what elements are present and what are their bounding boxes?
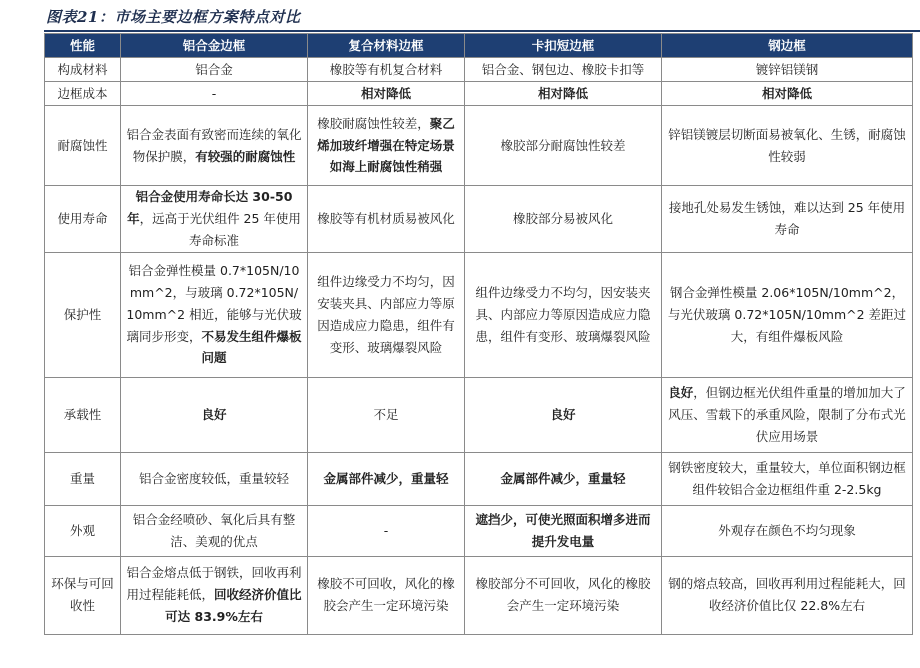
table-row-load: [45, 377, 913, 452]
text-segment: 外观存在颜色不均匀现象: [718, 522, 856, 538]
header-cell: 钢边框: [662, 34, 913, 58]
table-cell: [121, 58, 308, 82]
table-header-row: [45, 34, 913, 58]
table-row-corrosion: [45, 106, 913, 186]
table-cell: [308, 58, 465, 82]
figure-caption: 图表21：市场主要边框方案特点对比: [46, 8, 301, 26]
caption-divider: [44, 30, 920, 32]
bold-text-segment: 良好: [550, 406, 576, 422]
table-cell: [121, 252, 308, 377]
table-cell: [121, 106, 308, 186]
bold-text-segment: 良好: [201, 406, 227, 422]
bold-text-segment: 聚乙烯加玻纤增强在特定场景如海上耐腐蚀性稍强: [317, 115, 455, 175]
table-row-weight: [45, 452, 913, 505]
bold-text-segment: 回收经济价值比可达 83.9%左右: [165, 587, 302, 625]
header-cell: 卡扣短边框: [465, 34, 662, 58]
bold-text-segment: 相对降低: [537, 85, 588, 101]
text-segment: 橡胶不可回收，风化的橡胶会产生一定环境污染: [317, 576, 455, 614]
text-segment: 钢的熔点较高，回收再利用过程能耗大，回收经济价值比仅 22.8%左右: [668, 576, 906, 614]
header-cell: 铝合金边框: [121, 34, 308, 58]
table-cell: [465, 377, 662, 452]
table-cell: [308, 556, 465, 634]
bold-text-segment: 遮挡少，可使光照面积增多进而提升发电量: [475, 511, 651, 549]
row-label: 使用寿命: [45, 186, 121, 253]
text-segment: ，但钢边框光伏组件重量的增加加大了风压、雪载下的承重风险，限制了分布式光伏应用场景: [668, 384, 906, 444]
header-cell: 性能: [45, 34, 121, 58]
table-cell: [121, 82, 308, 106]
text-segment: -: [383, 522, 389, 538]
bold-text-segment: 相对降低: [761, 85, 812, 101]
bold-text-segment: 有较强的耐腐蚀性: [195, 148, 296, 164]
table-cell: [465, 556, 662, 634]
table-cell: [121, 505, 308, 556]
table-row-protection: [45, 252, 913, 377]
table-row-lifespan: [45, 186, 913, 253]
text-segment: 橡胶部分易被风化: [512, 210, 613, 226]
table-cell: [465, 186, 662, 253]
bold-text-segment: 不易发生组件爆板问题: [201, 328, 302, 366]
table-cell: [662, 106, 913, 186]
text-segment: 铝合金、钢包边、橡胶卡扣等: [481, 61, 645, 77]
table-row-appearance: [45, 505, 913, 556]
row-label: 环保与可回收性: [45, 556, 121, 634]
table-cell: [308, 377, 465, 452]
text-segment: 接地孔处易发生锈蚀，难以达到 25 年使用寿命: [668, 199, 906, 237]
text-segment: 橡胶部分耐腐蚀性较差: [500, 137, 626, 153]
text-segment: 橡胶等有机复合材料: [329, 61, 443, 77]
table-row-cost: [45, 82, 913, 106]
table-cell: [308, 186, 465, 253]
row-label: 边框成本: [45, 82, 121, 106]
table-body: [45, 58, 913, 635]
header-cell: 复合材料边框: [308, 34, 465, 58]
table-cell: [121, 186, 308, 253]
bold-text-segment: 良好: [668, 384, 694, 400]
table-cell: [662, 377, 913, 452]
text-segment: 不足: [373, 406, 399, 422]
table-row-recycle: [45, 556, 913, 634]
table-cell: [465, 252, 662, 377]
table-cell: [662, 556, 913, 634]
bold-text-segment: 铝合金使用寿命长达 30-50 年: [127, 189, 293, 226]
table-cell: [662, 58, 913, 82]
text-segment: 组件边缘受力不均匀，因安装夹具、内部应力等原因造成应力隐患，组件有变形、玻璃爆裂风险: [475, 284, 651, 344]
table-cell: [308, 106, 465, 186]
text-segment: 铝合金: [195, 61, 233, 77]
table-cell: [465, 452, 662, 505]
text-segment: 橡胶等有机材质易被风化: [317, 210, 455, 226]
table-cell: [662, 82, 913, 106]
row-label: 保护性: [45, 252, 121, 377]
table-cell: [465, 106, 662, 186]
table-cell: [308, 505, 465, 556]
text-segment: 铝合金弹性模量 0.7*105N/10mm^2，与玻璃 0.72*105N/10mm^2 相近，能够与光伏玻璃同步形变，: [126, 262, 302, 344]
bold-text-segment: 金属部件减少，重量轻: [500, 470, 626, 486]
text-segment: 组件边缘受力不均匀，因安装夹具、内部应力等原因造成应力隐患，组件有变形、玻璃爆裂风险: [317, 273, 455, 355]
bold-text-segment: 金属部件减少，重量轻: [323, 470, 449, 486]
table-cell: [121, 452, 308, 505]
table-cell: [662, 505, 913, 556]
text-segment: -: [211, 85, 217, 101]
table-cell: [662, 452, 913, 505]
text-segment: 铝合金表面有致密而连续的氧化物保护膜，: [126, 126, 302, 164]
text-segment: 钢铁密度较大，重量较大，单位面积钢边框组件较铝合金边框组件重 2-2.5kg: [668, 459, 906, 497]
row-label: 构成材料: [45, 58, 121, 82]
table-cell: [465, 82, 662, 106]
text-segment: 镀锌铝镁钢: [755, 61, 819, 77]
text-segment: 铝合金密度较低，重量较轻: [138, 470, 289, 486]
text-segment: 锌铝镁镀层切断面易被氧化、生锈，耐腐蚀性较弱: [668, 126, 906, 164]
table-cell: [308, 452, 465, 505]
table-cell: [662, 252, 913, 377]
table-cell: [308, 82, 465, 106]
comparison-table: [44, 33, 913, 635]
table-cell: [662, 186, 913, 253]
row-label: 外观: [45, 505, 121, 556]
text-segment: 橡胶部分不可回收，风化的橡胶会产生一定环境污染: [475, 576, 651, 614]
row-label: 承载性: [45, 377, 121, 452]
table-row-material: [45, 58, 913, 82]
row-label: 重量: [45, 452, 121, 505]
bold-text-segment: 相对降低: [360, 85, 411, 101]
text-segment: 铝合金熔点低于钢铁，回收再利用过程能耗低，: [126, 565, 302, 603]
table-cell: [465, 505, 662, 556]
row-label: 耐腐蚀性: [45, 106, 121, 186]
table-cell: [121, 377, 308, 452]
text-segment: 铝合金经喷砂、氧化后具有整洁、美观的优点: [132, 511, 296, 549]
text-segment: ，远高于光伏组件 25 年使用寿命标准: [139, 210, 301, 248]
text-segment: 橡胶耐腐蚀性较差，: [317, 115, 430, 131]
table-cell: [308, 252, 465, 377]
table-cell: [121, 556, 308, 634]
text-segment: 钢合金弹性模量 2.06*105N/10mm^2，与光伏玻璃 0.72*105N/10mm^2 差距过大，有组件爆板风险: [667, 284, 907, 344]
table-cell: [465, 58, 662, 82]
